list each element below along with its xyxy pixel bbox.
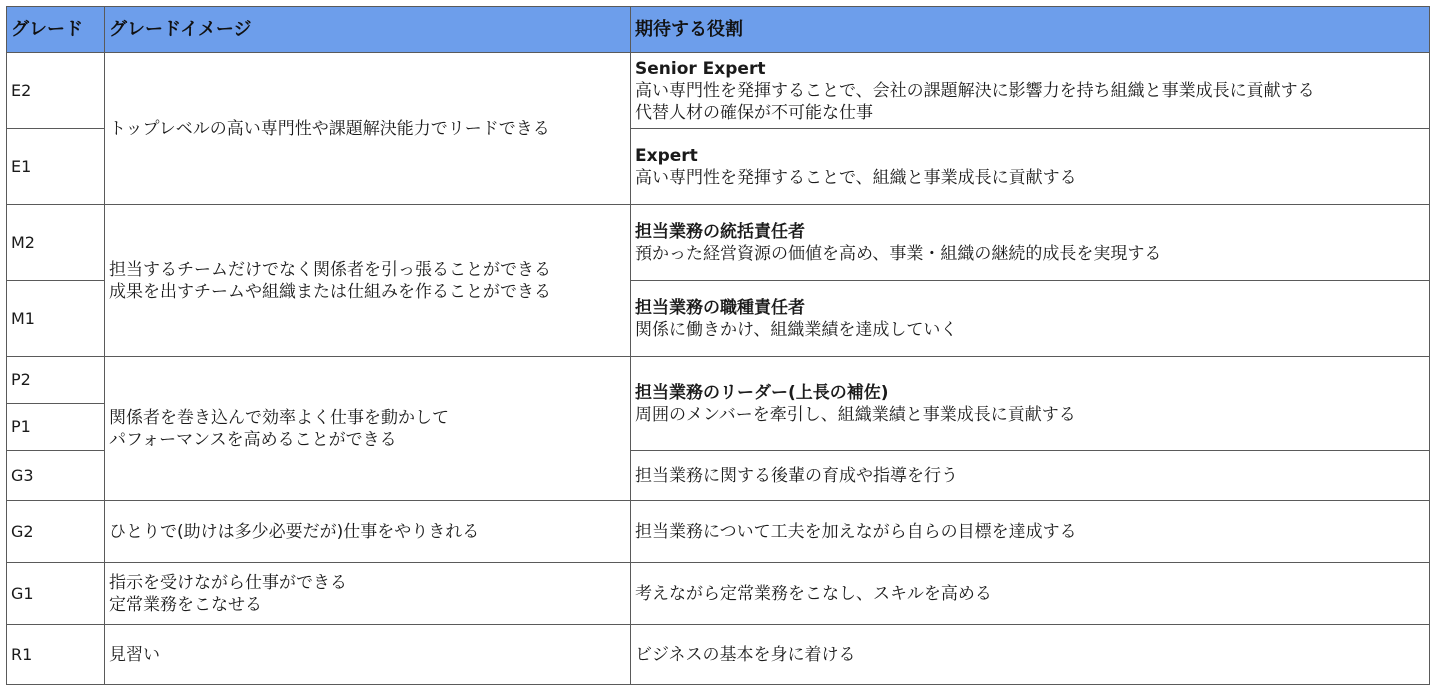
grade-cell: M1 [7,281,105,357]
grade-cell: G2 [7,501,105,563]
header-grade-image: グレードイメージ [105,7,631,53]
role-m1 [631,281,1429,357]
grade-image-p [105,357,631,501]
grade-image-m [105,205,631,357]
grade-cell: E2 [7,53,105,129]
role-g1: 考えながら定常業務をこなし、スキルを高める [631,563,1429,625]
grade-image-line: 関係者を巻き込んで効率よく仕事を動かして [109,407,449,428]
grade-image-line: 担当するチームだけでなく関係者を引っ張ることができる [109,259,551,280]
grade-image-e: トップレベルの高い専門性や課題解決能力でリードできる [105,53,631,205]
grade-image-g2: ひとりで(助けは多少必要だが)仕事をやりきれる [105,501,631,563]
role-line: 高い専門性を発揮することで、会社の課題解決に影響力を持ち組織と事業成長に貢献する [635,80,1315,101]
grade-cell: G3 [7,451,105,501]
header-grade: グレード [7,7,105,53]
role-p [631,357,1429,451]
grade-image-r1: 見習い [105,625,631,684]
role-r1: ビジネスの基本を身に着ける [635,644,856,665]
grade-table [6,6,1430,685]
grade-cell: G1 [7,563,105,625]
role-title: 担当業務の統括責任者 [635,221,805,242]
grade-image-line: 指示を受けながら仕事ができる [109,572,347,593]
role-title: 担当業務の職種責任者 [635,297,805,318]
role-e1 [631,129,1429,205]
grade-image-line: 成果を出すチームや組織または仕組みを作ることができる [109,281,551,302]
header-expected-role: 期待する役割 [631,7,1429,53]
grade-cell: M2 [7,205,105,281]
grade-cell: P2 [7,357,105,404]
grade-image-g1 [105,563,631,625]
grade-image-line: パフォーマンスを高めることができる [109,429,397,450]
role-g2: 担当業務について工夫を加えながら自らの目標を達成する [631,501,1429,563]
role-g3: 担当業務に関する後輩の育成や指導を行う [631,451,1429,501]
role-line: 預かった経営資源の価値を高め、事業・組織の継続的成長を実現する [635,243,1162,264]
role-line: 高い専門性を発揮することで、組織と事業成長に貢献する [635,167,1077,188]
grade-image-line: 定常業務をこなせる [109,594,262,615]
role-line: 代替人材の確保が不可能な仕事 [635,102,873,123]
grade-cell: P1 [7,404,105,451]
grade-cell: R1 [7,625,105,684]
role-line: 周囲のメンバーを牽引し、組織業績と事業成長に貢献する [635,404,1076,425]
role-title: Expert [635,145,698,166]
role-e2 [631,53,1429,129]
role-title: 担当業務のリーダー(上長の補佐) [635,382,889,403]
role-line: 関係に働きかけ、組織業績を達成していく [635,319,958,340]
role-m2 [631,205,1429,281]
grade-cell: E1 [7,129,105,205]
role-title: Senior Expert [635,58,766,79]
